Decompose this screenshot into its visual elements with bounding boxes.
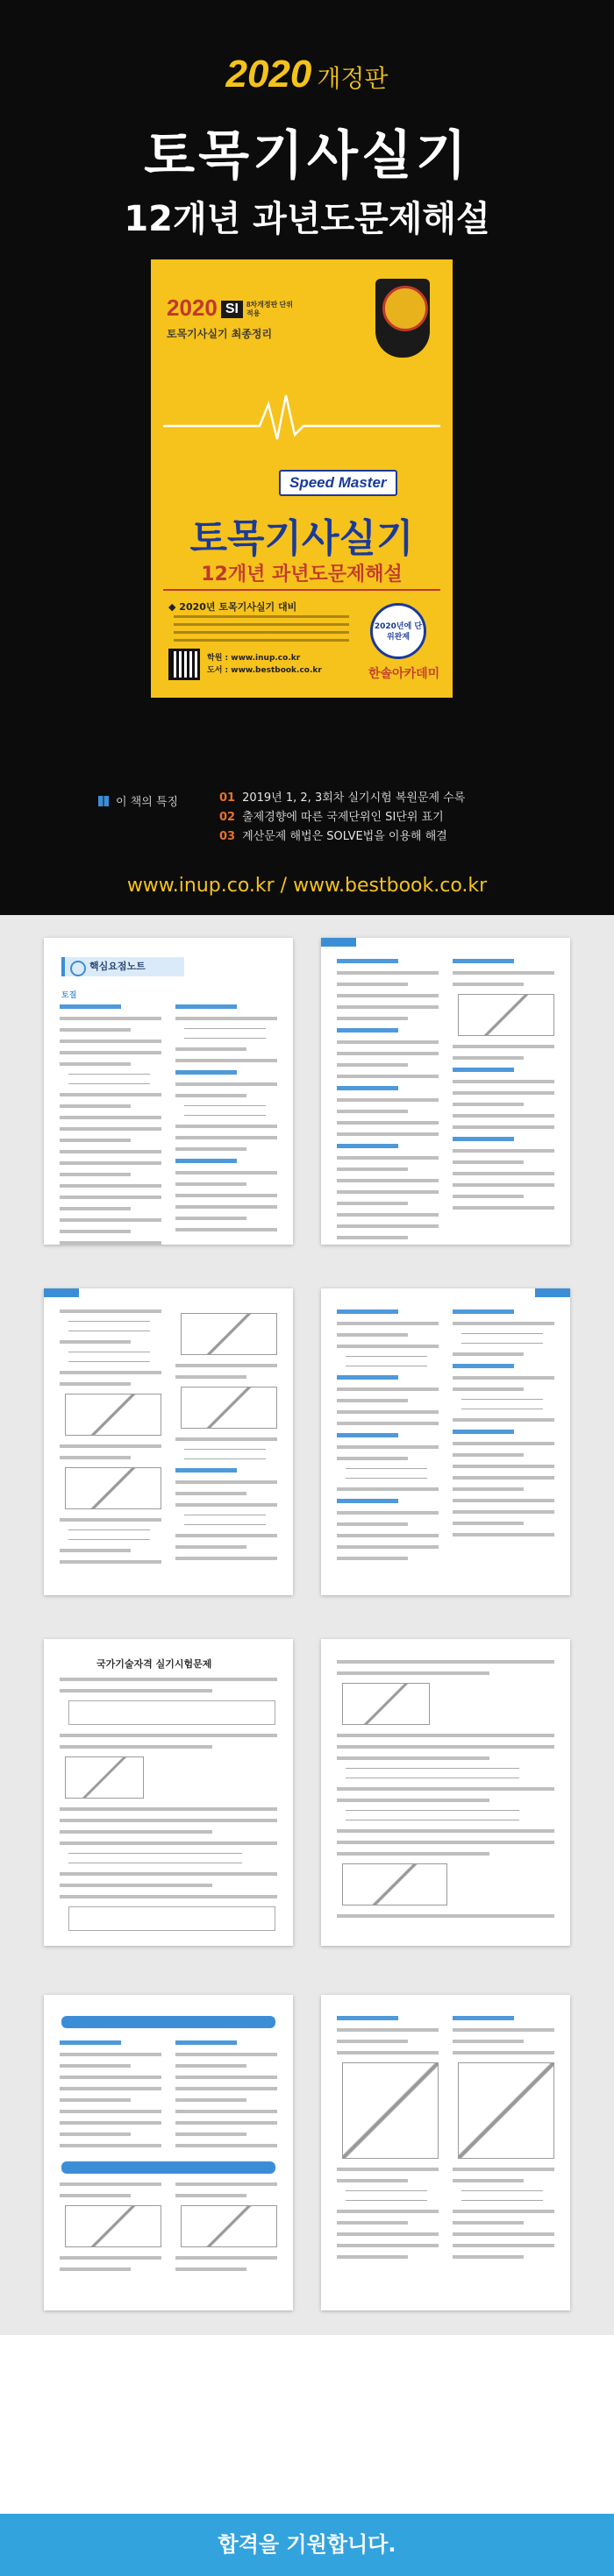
page-column [337, 1660, 554, 1926]
cover-series: 토목기사실기 최종정리 [167, 328, 273, 340]
page-column [453, 959, 554, 1217]
feature-item [219, 827, 588, 847]
page-tab [535, 1288, 570, 1297]
preview-page [321, 938, 570, 1245]
features-list [219, 789, 588, 847]
page-column [60, 1309, 161, 1572]
cover-feature-lines [174, 615, 349, 647]
heartbeat-line-icon [163, 391, 440, 444]
page-column [60, 2182, 161, 2279]
cover-tag: 8차개정판 단위적용 [246, 301, 294, 318]
page-tab [321, 938, 356, 947]
preview-page [321, 1639, 570, 1946]
page-banner: 핵심요점노트 [61, 957, 184, 976]
page-column [453, 1309, 554, 1544]
cover-web-line: 도서 : www.bestbook.co.kr [207, 666, 322, 675]
page-column [175, 2182, 277, 2279]
preview-page [44, 1639, 293, 1946]
feature-number: 02 [219, 811, 236, 824]
preview-page [321, 1288, 570, 1595]
medal-icon [375, 279, 430, 358]
hero-subtitle: 12개년 과년도문제해설 [124, 199, 490, 239]
cover-circle-badge: 2020년에 단위완제 [370, 603, 426, 659]
feature-number: 03 [219, 830, 236, 843]
book-cover[interactable] [151, 259, 453, 698]
page-column [337, 1309, 439, 1568]
feature-item [219, 789, 588, 808]
page-column [337, 2016, 439, 2267]
cover-web [207, 652, 322, 677]
cover-year-line [167, 295, 299, 322]
cover-year: 2020 [167, 295, 218, 321]
preview-page [44, 938, 293, 1245]
preview-page [44, 1288, 293, 1595]
cover-title: 토목기사실기 [189, 516, 414, 561]
si-badge: SI [221, 301, 243, 318]
cover-feature-title: ◆ 2020년 토목기사실기 대비 [168, 601, 297, 613]
features-label: 이 책의 특징 [116, 796, 179, 809]
hero-banner [0, 0, 614, 915]
footer-banner: 합격을 기원합니다. [0, 2514, 614, 2576]
feature-number: 01 [219, 791, 236, 805]
features-label-wrap [98, 792, 230, 809]
page-header: 토질 [61, 991, 77, 1000]
cover-publisher: 한솔아카데미 [368, 667, 440, 681]
feature-text: 계산문제 해법은 SOLVE법을 이용해 해결 [242, 830, 447, 843]
page-tab [44, 1288, 79, 1297]
website-links[interactable]: www.inup.co.kr / www.bestbook.co.kr [126, 875, 488, 897]
page-column [175, 2040, 277, 2155]
page-column [60, 1678, 277, 1940]
page-column [337, 959, 439, 1245]
page-column [60, 1004, 161, 1245]
preview-page [321, 1995, 570, 2310]
cover-divider [163, 589, 440, 591]
feature-item [219, 808, 588, 827]
cover-web-line: 학원 : www.inup.co.kr [207, 654, 301, 663]
preview-page [44, 1995, 293, 2310]
hero-title: 토목기사실기 [144, 125, 470, 187]
grid-icon [98, 796, 109, 806]
edition-label: 개정판 [317, 64, 389, 93]
page-column [175, 1004, 277, 1239]
qr-code-icon [168, 649, 200, 680]
speed-master-label: Speed Master [279, 470, 397, 496]
page-column [60, 2040, 161, 2155]
page-column [175, 1309, 277, 1568]
edition-year: 2020 [225, 53, 312, 96]
feature-text: 출제경향에 따른 국제단위인 SI단위 표기 [242, 811, 444, 824]
feature-text: 2019년 1, 2, 3회차 실기시험 복원문제 수록 [242, 791, 466, 805]
edition-line [0, 53, 614, 96]
page-column [453, 2016, 554, 2267]
page-header: 국가기술자격 실기시험문제 [96, 1658, 212, 1670]
cover-subtitle: 12개년 과년도문제해설 [201, 564, 403, 585]
